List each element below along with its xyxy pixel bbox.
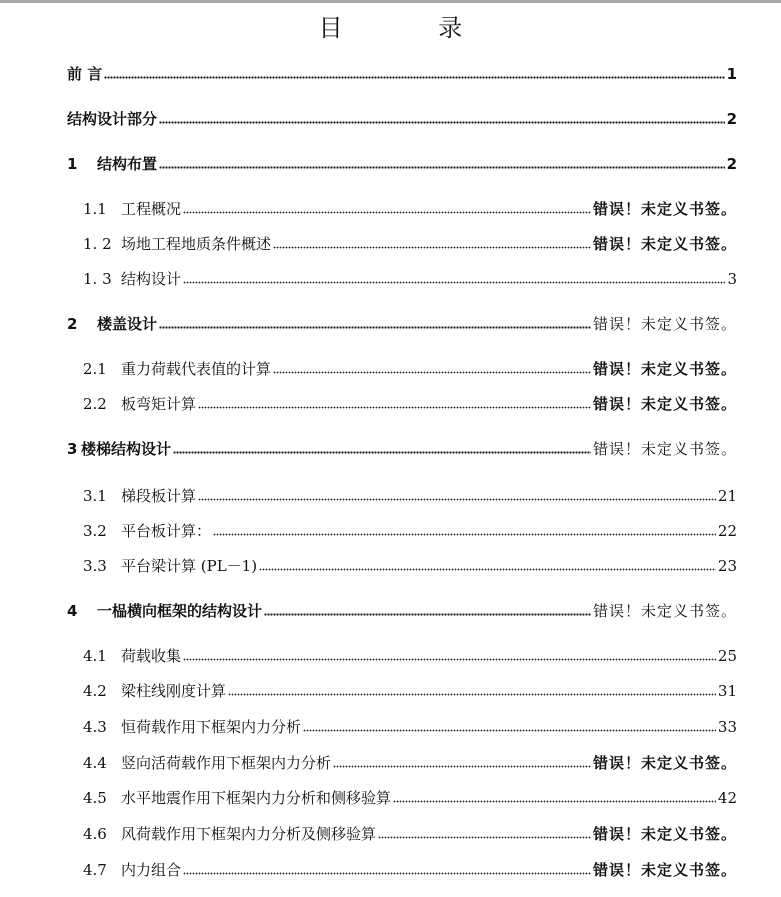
toc-entry[interactable] [83, 784, 737, 808]
toc-entry-page: 错误！未定义书签。 [592, 315, 737, 333]
toc-entry-page: 1 [726, 65, 737, 83]
toc-entry-page: 错误！未定义书签。 [592, 754, 737, 772]
toc-entry[interactable] [83, 642, 737, 666]
toc-entry-page: 错误！未定义书签。 [592, 200, 737, 218]
toc-entry-label: 梯段板计算 [121, 487, 197, 505]
toc-entry-label: 前 言 [67, 65, 103, 83]
toc-entry[interactable] [83, 230, 737, 254]
toc-entry[interactable] [83, 517, 737, 541]
toc-entry-label: 风荷载作用下框架内力分析及侧移验算 [121, 825, 377, 843]
dot-leader [273, 246, 591, 249]
toc-entry-page: 25 [717, 647, 737, 665]
toc-entry[interactable] [67, 150, 737, 174]
toc-entry-page: 错误！未定义书签。 [592, 602, 737, 620]
toc-entry-label: 荷载收集 [121, 647, 182, 665]
dot-leader [198, 498, 716, 501]
toc-entry-page: 错误！未定义书签。 [592, 395, 737, 413]
toc-entry-number: 4.4 [83, 754, 107, 772]
toc-entry-page: 2 [726, 110, 737, 128]
toc-entry-page: 2 [726, 155, 737, 173]
toc-entry-number: 1. 2 [83, 235, 112, 253]
toc-entry-label: 水平地震作用下框架内力分析和侧移验算 [121, 789, 392, 807]
toc-entry-page: 21 [717, 487, 737, 505]
toc-entry[interactable] [83, 552, 737, 576]
toc-entry-number: 4 [67, 602, 78, 620]
toc-entry-number: 4.3 [83, 718, 107, 736]
toc-entry-page: 33 [717, 718, 737, 736]
toc-entry-label: 平台板计算： [121, 522, 212, 540]
dot-leader [273, 371, 591, 374]
dot-leader [183, 281, 725, 284]
toc-entry-label: 重力荷载代表值的计算 [121, 360, 272, 378]
toc-entry-number: 1 [67, 155, 78, 173]
toc-entry-number: 1.1 [83, 200, 107, 218]
toc-entry-page: 错误！未定义书签。 [592, 825, 737, 843]
toc-entry[interactable] [83, 482, 737, 506]
dot-leader [264, 613, 591, 616]
toc-entry[interactable] [83, 355, 737, 379]
dot-leader [183, 211, 591, 214]
toc-entry-label: 工程概况 [121, 200, 182, 218]
toc-entry[interactable] [67, 435, 737, 459]
toc-entry-label: 板弯矩计算 [121, 395, 197, 413]
toc-title: 目 录 [318, 14, 507, 42]
toc-entry-number: 4.6 [83, 825, 107, 843]
toc-entry[interactable] [67, 60, 737, 84]
toc-entry-number: 2.2 [83, 395, 107, 413]
toc-entry[interactable] [83, 713, 737, 737]
toc-entry[interactable] [67, 105, 737, 129]
toc-entry-label: 楼盖设计 [97, 315, 158, 333]
toc-entry-page: 42 [717, 789, 737, 807]
toc-entry-number: 3.3 [83, 557, 107, 575]
dot-leader [159, 166, 725, 169]
dot-leader [259, 568, 716, 571]
dot-leader [173, 451, 591, 454]
dot-leader [183, 658, 716, 661]
dot-leader [228, 693, 716, 696]
dot-leader [303, 729, 716, 732]
dot-leader [159, 326, 591, 329]
toc-entry-page: 错误！未定义书签。 [592, 440, 737, 458]
toc-entry-page: 错误！未定义书签。 [592, 360, 737, 378]
toc-entry-number: 2 [67, 315, 78, 333]
toc-entry-number: 3.1 [83, 487, 107, 505]
toc-entry-label: 内力组合 [121, 861, 182, 879]
toc-entry-label: 平台梁计算 (PL－1) [121, 557, 258, 575]
toc-entry-page: 23 [717, 557, 737, 575]
toc-entry[interactable] [83, 749, 737, 773]
toc-entry[interactable] [83, 856, 737, 880]
toc-entry-page: 31 [717, 682, 737, 700]
dot-leader [213, 533, 716, 536]
toc-entry-number: 4.2 [83, 682, 107, 700]
toc-entry-number: 4.5 [83, 789, 107, 807]
toc-entry-number: 1. 3 [83, 270, 112, 288]
dot-leader [104, 76, 724, 79]
toc-entry-number: 3.2 [83, 522, 107, 540]
toc-entry[interactable] [83, 677, 737, 701]
toc-entry[interactable] [83, 195, 737, 219]
toc-entry[interactable] [83, 265, 737, 289]
toc-entry-page: 错误！未定义书签。 [592, 861, 737, 879]
dot-leader [333, 765, 591, 768]
toc-entry-page: 3 [727, 270, 737, 288]
toc-entry-label: 结构设计 [121, 270, 182, 288]
toc-entry-page: 22 [717, 522, 737, 540]
dot-leader [159, 121, 725, 124]
toc-entry-label: 楼梯结构设计 [81, 440, 172, 458]
dot-leader [198, 406, 591, 409]
toc-entry-label: 结构布置 [97, 155, 158, 173]
toc-entry-number: 3 [67, 440, 78, 458]
toc-entry-label: 一榀横向框架的结构设计 [97, 602, 263, 620]
toc-entry-label: 梁柱线刚度计算 [121, 682, 227, 700]
toc-entry-label: 竖向活荷载作用下框架内力分析 [121, 754, 332, 772]
toc-entry-number: 2.1 [83, 360, 107, 378]
toc-entry-number: 4.1 [83, 647, 107, 665]
dot-leader [183, 872, 591, 875]
toc-entry-label: 恒荷载作用下框架内力分析 [121, 718, 302, 736]
toc-entry[interactable] [67, 310, 737, 334]
dot-leader [378, 836, 591, 839]
toc-entry-page: 错误！未定义书签。 [592, 235, 737, 253]
dot-leader [393, 800, 716, 803]
toc-entry-label: 场地工程地质条件概述 [121, 235, 272, 253]
toc-entry[interactable] [67, 597, 737, 621]
toc-entry[interactable] [83, 820, 737, 844]
toc-entry[interactable] [83, 390, 737, 414]
toc-entry-label: 结构设计部分 [67, 110, 158, 128]
toc-entry-number: 4.7 [83, 861, 107, 879]
